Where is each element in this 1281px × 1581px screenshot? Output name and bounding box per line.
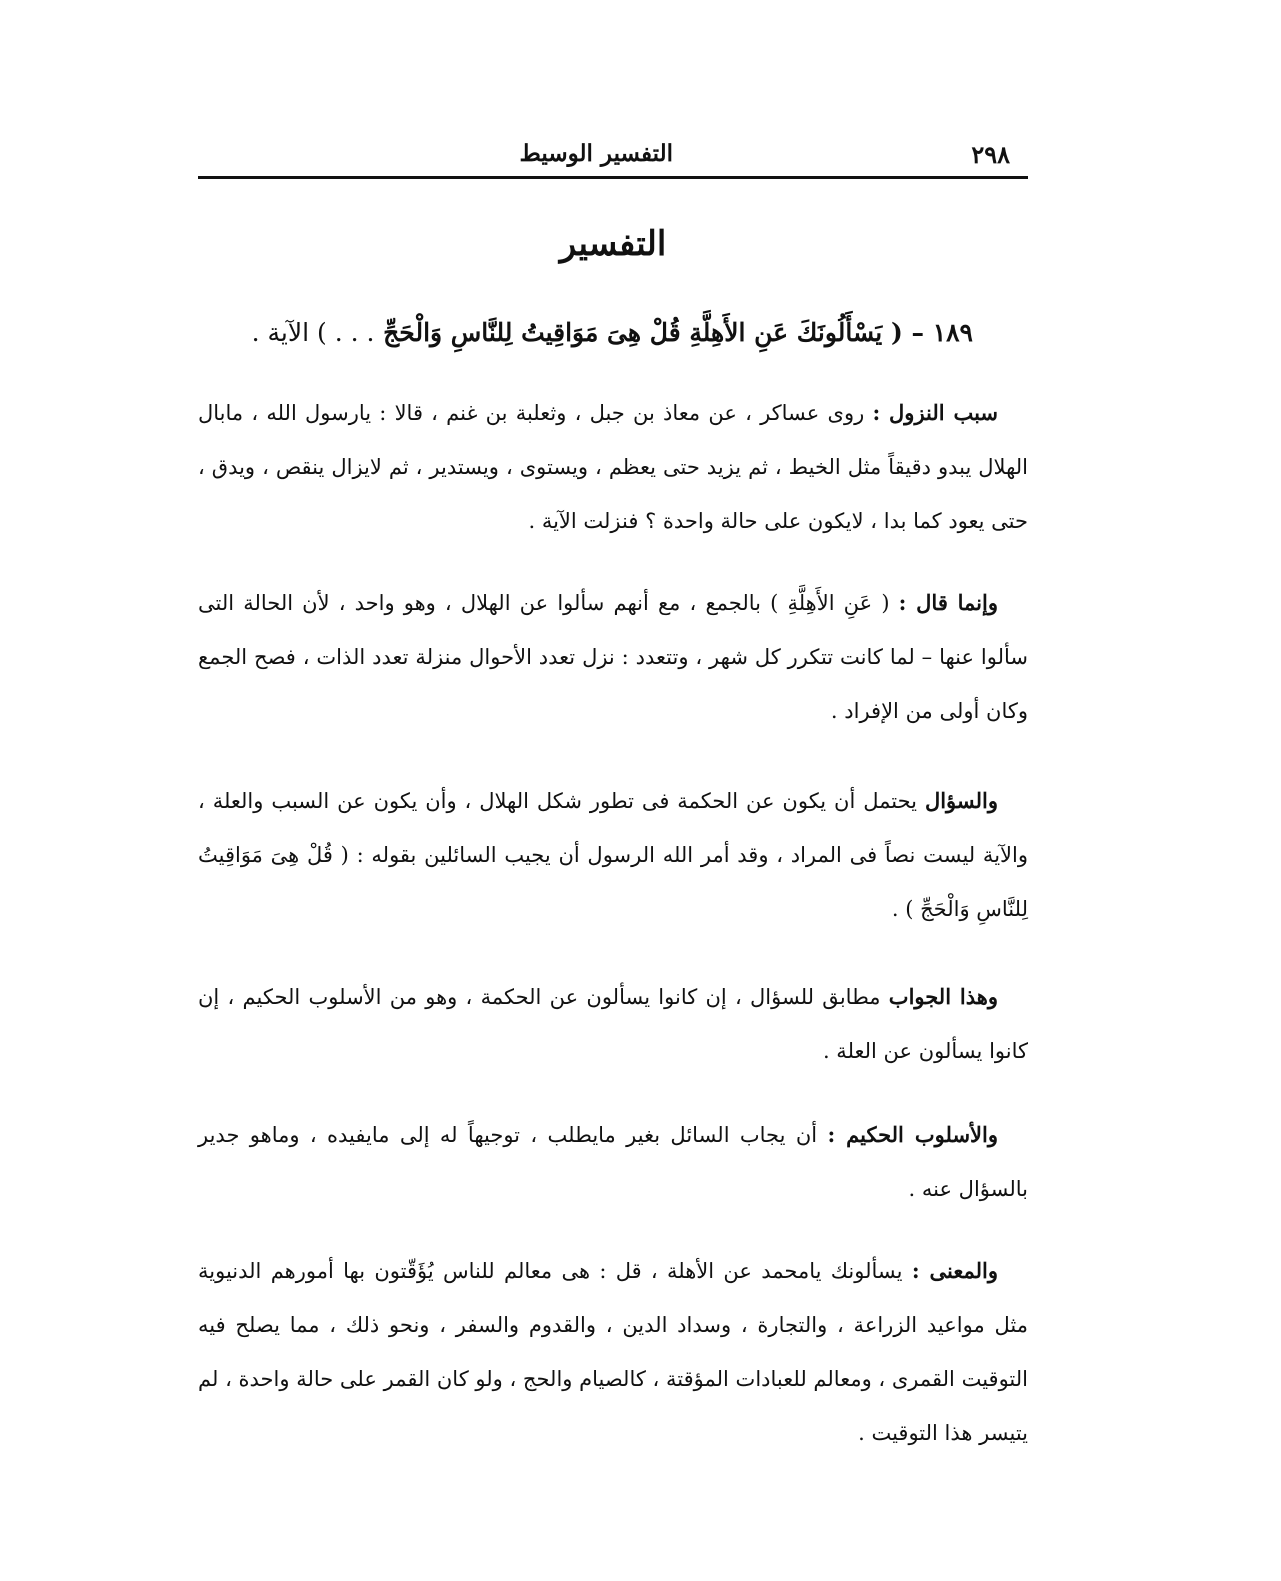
paragraph-plural-explanation [198, 576, 1028, 738]
paragraph-lead: وهذا الجواب [888, 984, 999, 1009]
section-title: التفسير [559, 224, 667, 264]
verse-heading [198, 318, 973, 347]
paragraph-answer [198, 970, 1028, 1078]
page-number: ٢٩٨ [971, 140, 1010, 169]
verse-text: يَسْأَلُونَكَ عَنِ الأَهِلَّةِ قُلْ هِىَ مَوَاقِيتُ لِلنَّاسِ وَالْحَجِّ [383, 318, 883, 347]
paragraph-text: روى عساكر ، عن معاذ بن جبل ، وثعلبة بن غنم ، قالا : يارسول الله ، مابال الهلال يبدو دقيقاً مثل الخيط ، ثم يزيد حتى يعظم ، ويستوى ، ويستدير ، ثم لايزال ينقص ، ويدق ، حتى يعود كما بدا ، لايكون على حالة واحدة ؟ فنزلت الآية . [198, 401, 1028, 533]
paragraph-text: ( عَنِ الأَهِلَّةِ ) بالجمع ، مع أنهم سألوا عن الهلال ، وهو واحد ، لأن الحالة التى سألوا عنها – لما كانت تتكرر كل شهر ، وتتعدد : نزل تعدد الأحوال منزلة تعدد الذات ، فصح الجمع وكان أولى من الإفراد . [198, 591, 1028, 723]
paragraph-text: يسألونك يامحمد عن الأهلة ، قل : هى معالم للناس يُؤَقّتون بها أمورهم الدنيوية مثل مواعيد الزراعة ، والتجارة ، وسداد الدين ، والقدوم والسفر ، ونحو ذلك ، مما يصلح فيه التوقيت القمرى ، ومعالم للعبادات المؤقتة ، كالصيام والحج ، ولو كان القمر على حالة واحدة ، لم يتيسر هذا التوقيت . [198, 1259, 1028, 1445]
paragraph-meaning [198, 1244, 1028, 1460]
paragraph-cause-of-revelation [198, 386, 1028, 548]
paragraph-text: مطابق للسؤال ، إن كانوا يسألون عن الحكمة ، وهو من الأسلوب الحكيم ، إن كانوا يسألون عن العلة . [198, 985, 1028, 1063]
paragraph-text: أن يجاب السائل بغير مايطلب ، توجيهاً له إلى مايفيده ، وماهو جدير بالسؤال عنه . [198, 1123, 1028, 1201]
paragraph-lead: والأسلوب الحكيم : [827, 1122, 998, 1147]
paragraph-lead: والسؤال [924, 788, 998, 813]
paragraph-lead: وإنما قال : [898, 590, 998, 615]
page-header [198, 136, 1028, 176]
paragraph-lead: سبب النزول : [872, 400, 998, 425]
paragraph-wise-style [198, 1108, 1028, 1216]
verse-number: ١٨٩ – ( [890, 318, 973, 347]
paragraph-lead: والمعنى : [911, 1258, 998, 1283]
paragraph-question [198, 774, 1028, 936]
verse-suffix: . . . ) الآية . [251, 318, 375, 347]
paragraph-text: يحتمل أن يكون عن الحكمة فى تطور شكل الهلال ، وأن يكون عن السبب والعلة ، والآية ليست نصاً فى المراد ، وقد أمر الله الرسول أن يجيب السائلين بقوله : ( قُلْ هِىَ مَوَاقِيتُ لِلنَّاسِ وَالْحَجِّ ) . [198, 789, 1028, 921]
header-rule [198, 176, 1028, 179]
running-title: التفسير الوسيط [519, 140, 673, 167]
